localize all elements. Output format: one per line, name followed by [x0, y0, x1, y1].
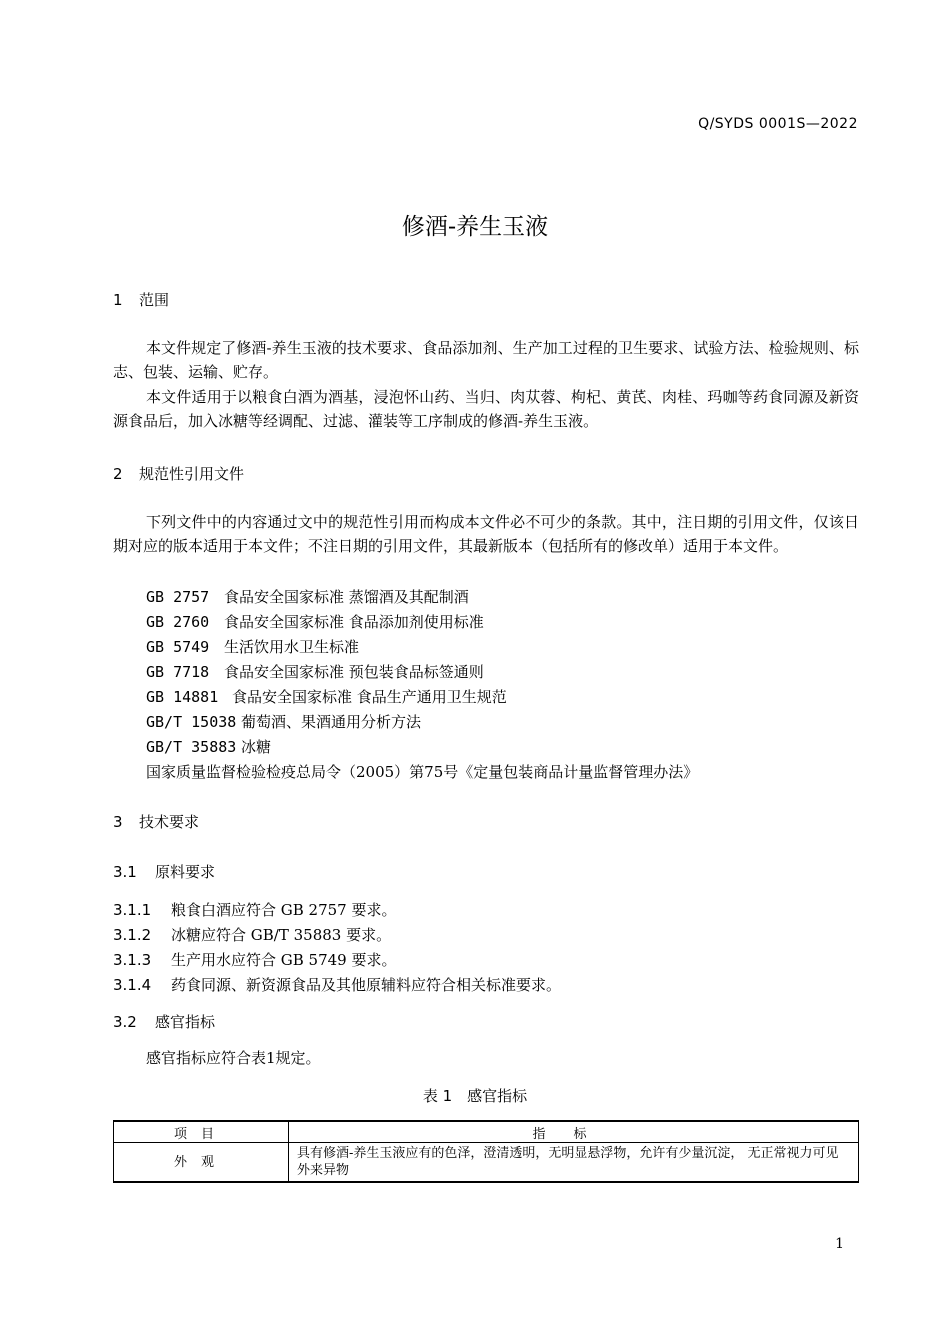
document-title: 修酒-养生玉液: [401, 214, 549, 240]
reference-code: GB 7718: [146, 663, 210, 681]
table-cell-item: 外观: [114, 1143, 289, 1183]
section-2-paragraph-1: 下列文件中的内容通过文中的规范性引用而构成本文件必不可少的条款。其中，注日期的引用文件，仅该日期对应的版本适用于本文件；不注日期的引用文件，其最新版本（包括所有的修改单）适用于本文件。: [113, 513, 859, 555]
table-header-cell: 项目: [114, 1121, 289, 1143]
reference-item: [146, 636, 359, 657]
reference-code: GB/T 35883: [146, 738, 237, 756]
reference-item: [146, 711, 421, 732]
subsection-number: 3.1: [113, 863, 137, 881]
reference-item: [146, 661, 484, 682]
subsection-number: 3.2: [113, 1013, 137, 1031]
subsection-title: 感官指标: [155, 1013, 216, 1031]
reference-code: GB/T 15038: [146, 713, 237, 731]
section-1-paragraph-1: 本文件规定了修酒-养生玉液的技术要求、食品添加剂、生产加工过程的卫生要求、试验方法、检验规则、标志、包装、运输、贮存。: [113, 339, 859, 381]
reference-title: 生活饮用水卫生标准: [224, 638, 360, 656]
clause-text: 冰糖应符合 GB/T 35883 要求。: [171, 926, 392, 944]
table-caption: 表 1 感官指标: [422, 1087, 528, 1105]
table-header-cell: 指标: [289, 1121, 859, 1143]
document-code: Q/SYDS 0001S—2022: [698, 116, 858, 132]
reference-title: 食品安全国家标准 食品添加剂使用标准: [224, 613, 484, 631]
reference-code: GB 14881: [146, 688, 219, 706]
subsection-3-1-heading: [113, 861, 215, 882]
clause-number: 3.1.3: [113, 951, 152, 969]
subsection-3-2-heading: [113, 1011, 215, 1032]
clause-item: [113, 924, 391, 945]
clause-number: 3.1.2: [113, 926, 152, 944]
section-title: 技术要求: [139, 813, 200, 831]
reference-title: 葡萄酒、果酒通用分析方法: [241, 713, 422, 731]
reference-item: [146, 611, 484, 632]
section-title: 规范性引用文件: [139, 465, 245, 483]
section-3-heading: [113, 811, 199, 832]
reference-code: GB 2760: [146, 613, 210, 631]
reference-title: 食品安全国家标准 蒸馏酒及其配制酒: [224, 588, 469, 606]
section-number: 1: [113, 291, 123, 309]
reference-item: 国家质量监督检验检疫总局令（2005）第75号《定量包装商品计量监督管理办法》: [146, 763, 699, 781]
clause-text: 药食同源、新资源食品及其他原辅料应符合相关标准要求。: [171, 976, 562, 994]
section-1-heading: [113, 289, 169, 310]
clause-text: 粮食白酒应符合 GB 2757 要求。: [171, 901, 397, 919]
reference-item: [146, 686, 507, 707]
clause-text: 生产用水应符合 GB 5749 要求。: [171, 951, 397, 969]
clause-item: [113, 974, 561, 995]
section-3-2-paragraph: 感官指标应符合表1规定。: [146, 1049, 321, 1067]
reference-title: 食品安全国家标准 食品生产通用卫生规范: [232, 688, 507, 706]
clause-item: [113, 949, 397, 970]
section-number: 2: [113, 465, 123, 483]
section-2-heading: [113, 463, 244, 484]
reference-code: GB 5749: [146, 638, 210, 656]
reference-item: [146, 586, 469, 607]
clause-item: [113, 899, 397, 920]
page-number: 1: [835, 1236, 844, 1252]
table-row: [114, 1143, 859, 1183]
clause-number: 3.1.1: [113, 901, 152, 919]
reference-item: [146, 736, 271, 757]
section-number: 3: [113, 813, 123, 831]
reference-title: 食品安全国家标准 预包装食品标签通则: [224, 663, 484, 681]
subsection-title: 原料要求: [155, 863, 216, 881]
clause-number: 3.1.4: [113, 976, 152, 994]
section-title: 范围: [139, 291, 170, 309]
section-1-paragraph-2: 本文件适用于以粮食白酒为酒基，浸泡怀山药、当归、肉苁蓉、枸杞、黄芪、肉桂、玛咖等药食同源及新资源食品后，加入冰糖等经调配、过滤、灌装等工序制成的修酒-养生玉液。: [113, 388, 859, 430]
reference-title: 冰糖: [241, 738, 272, 756]
sensory-table: [113, 1120, 859, 1183]
table-cell-spec: 具有修酒-养生玉液应有的色泽，澄清透明，无明显悬浮物，允许有少量沉淀， 无正常视力可见外来异物: [289, 1143, 859, 1183]
reference-code: GB 2757: [146, 588, 210, 606]
table-header-row: [114, 1121, 859, 1143]
